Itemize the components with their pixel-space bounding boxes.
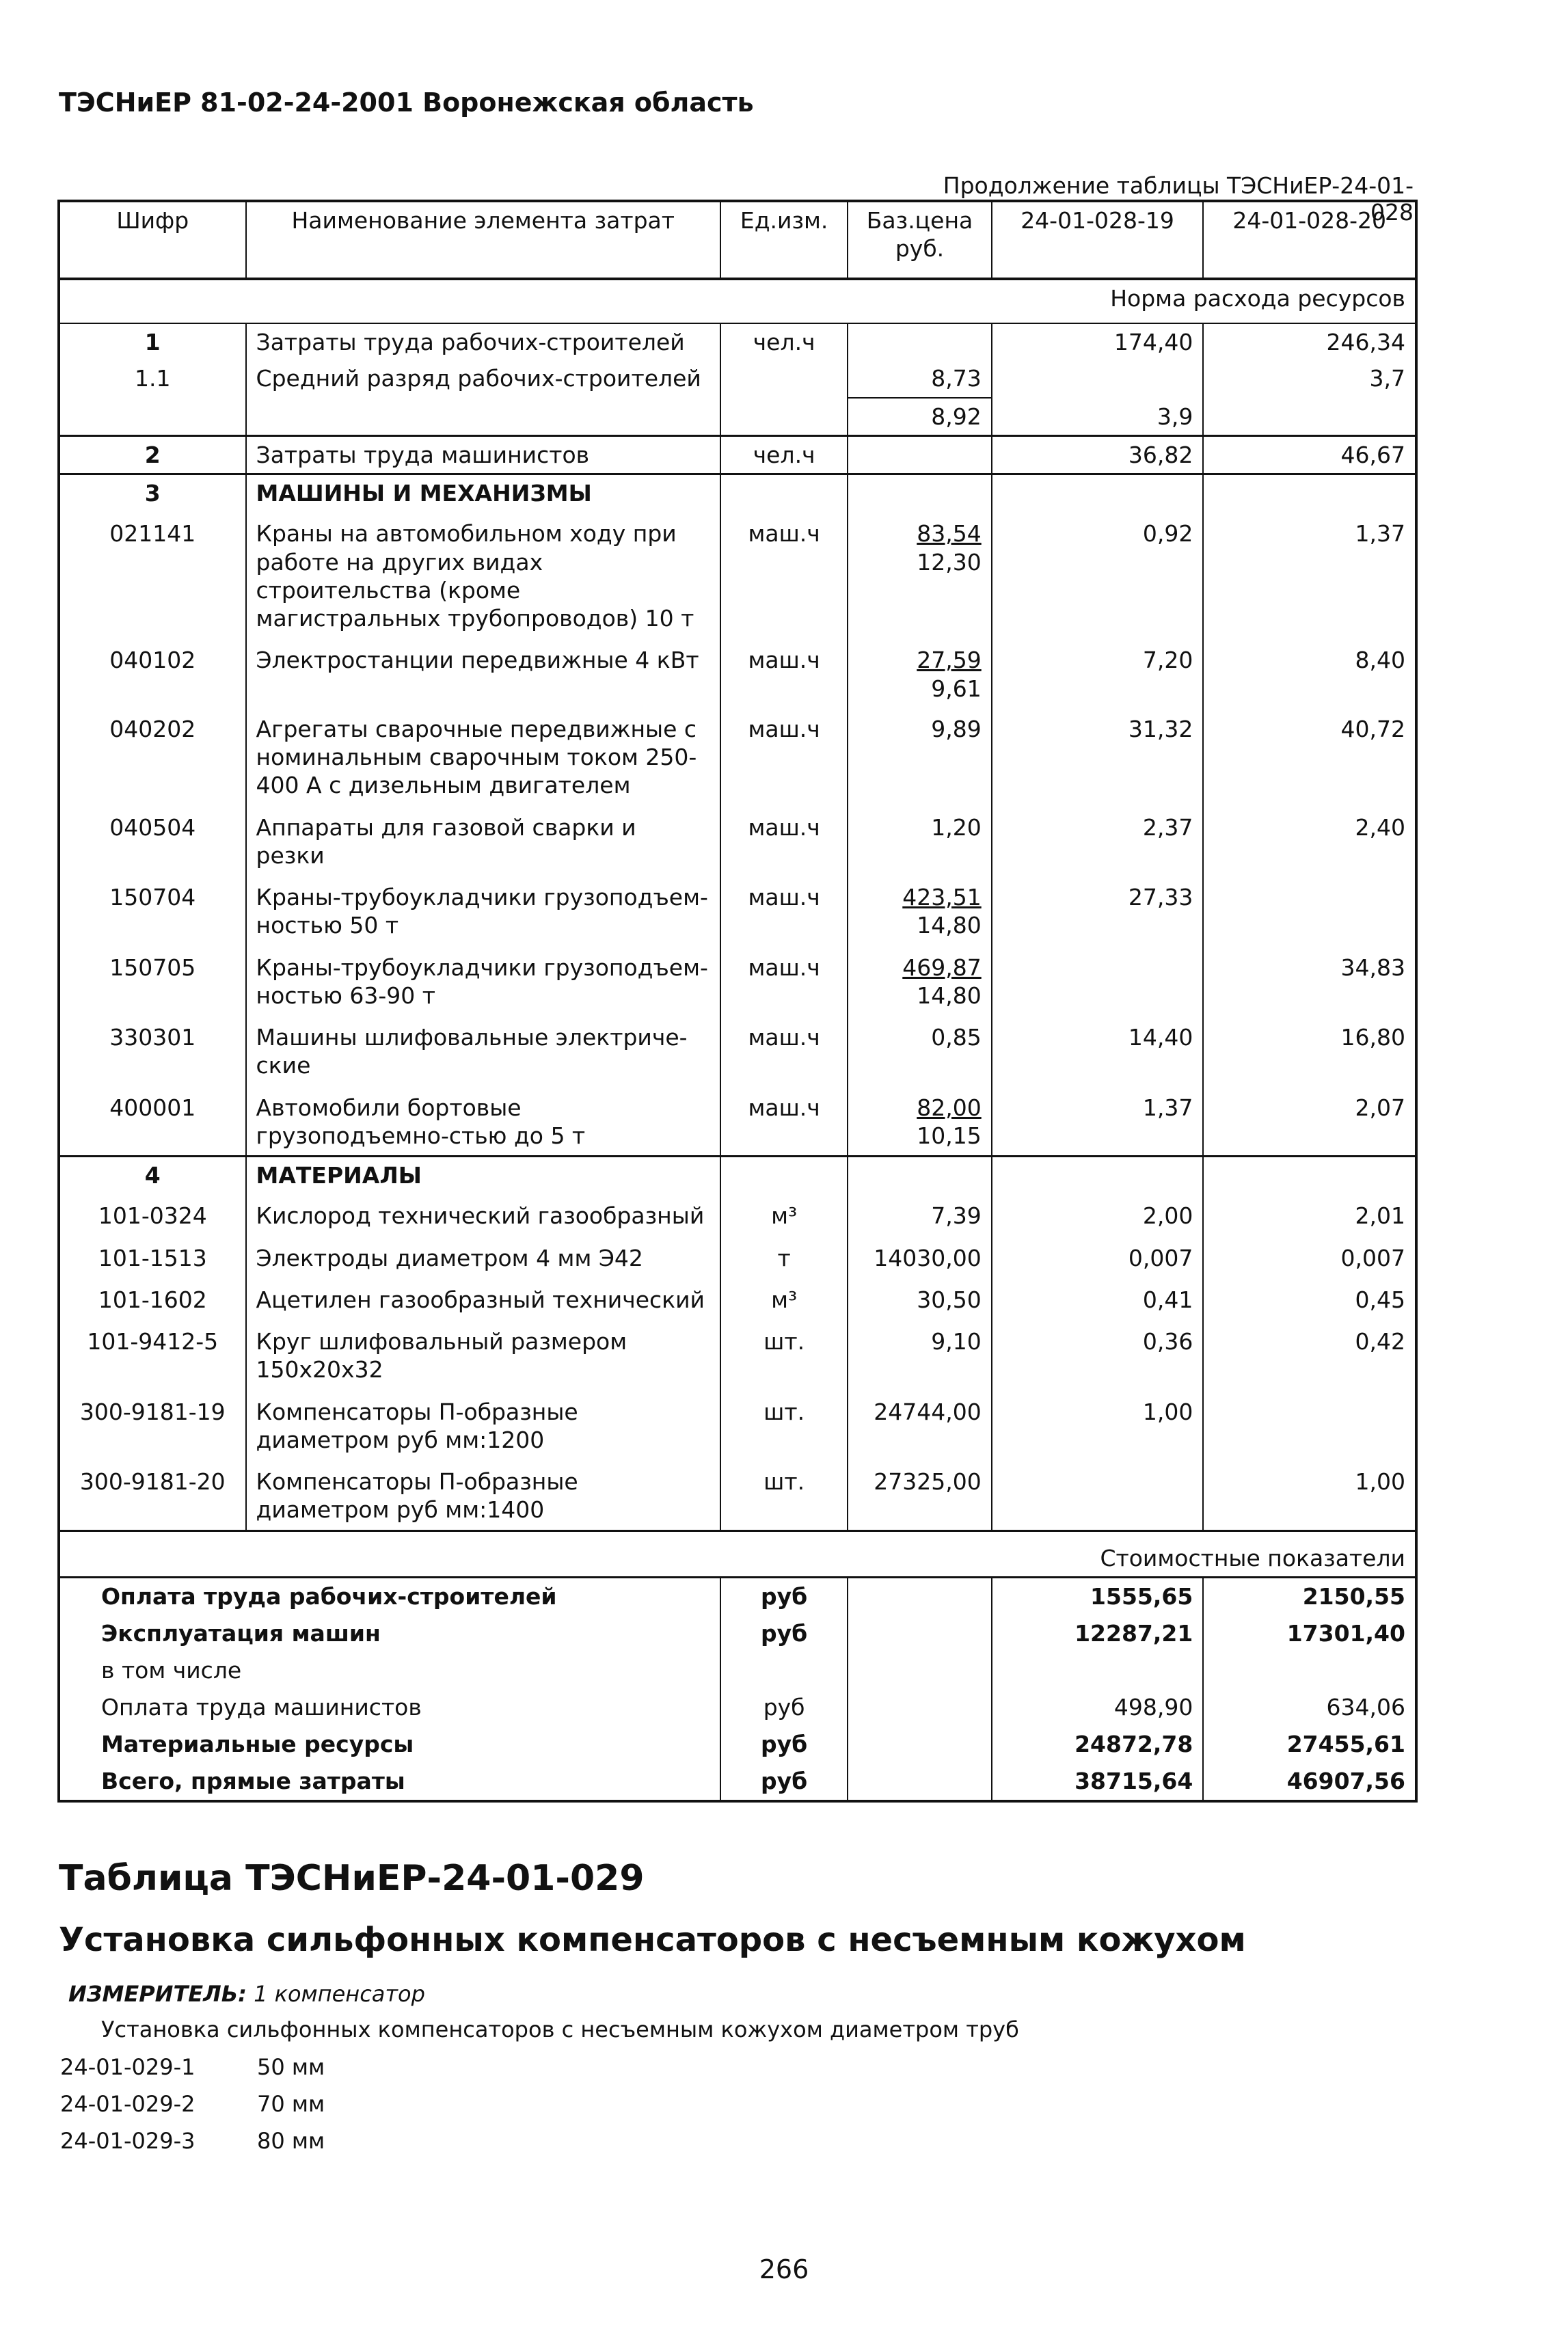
labor-unit: чел.ч bbox=[720, 323, 848, 360]
total-row bbox=[59, 1577, 1416, 1615]
machine-price-bottom: 12,30 bbox=[917, 548, 982, 576]
machine-row bbox=[59, 1085, 1416, 1157]
total-value-20 bbox=[1203, 1652, 1416, 1689]
machine-name: Электростанции передвижные 4 кВт bbox=[246, 638, 720, 707]
labor-grade-code: 1.1 bbox=[135, 365, 171, 392]
machine-price-bottom: 10,15 bbox=[917, 1122, 982, 1149]
machine-name: Краны на автомобильном ходу при работе на других видах строительства (кроме магистральных трубопроводов) 10 т bbox=[246, 511, 720, 638]
document-header: ТЭСНиЕР 81-02-24-2001 Воронежская область bbox=[59, 87, 754, 118]
machine-unit: маш.ч bbox=[720, 707, 848, 805]
total-unit: руб bbox=[720, 1615, 848, 1652]
material-price: 9,10 bbox=[848, 1319, 991, 1390]
item-value: 50 мм bbox=[257, 2054, 325, 2080]
header-code: Шифр bbox=[59, 201, 246, 279]
material-unit: м³ bbox=[720, 1193, 848, 1235]
operators-value-19: 36,82 bbox=[992, 435, 1204, 474]
labor-row bbox=[59, 323, 1416, 360]
machine-name: Агрегаты сварочные передвижные с номинальным сварочным током 250-400 А с дизельным двигателем bbox=[246, 707, 720, 805]
machine-price bbox=[848, 805, 991, 876]
labor-value-19: 174,40 bbox=[992, 323, 1204, 360]
machine-value-19: 27,33 bbox=[992, 875, 1204, 945]
material-price: 24744,00 bbox=[848, 1390, 991, 1460]
item-value: 80 мм bbox=[257, 2128, 325, 2154]
total-unit: руб bbox=[720, 1689, 848, 1726]
undefined bbox=[848, 1763, 991, 1801]
machine-price-top: 423,51 bbox=[902, 884, 982, 910]
operators-name: Затраты труда машинистов bbox=[246, 435, 720, 474]
labor-name: Затраты труда рабочих-строителей bbox=[246, 323, 720, 360]
machine-code: 330301 bbox=[109, 1024, 196, 1051]
material-price: 27325,00 bbox=[848, 1459, 991, 1530]
machine-unit: маш.ч bbox=[720, 805, 848, 876]
header-name: Наименование элемента затрат bbox=[246, 201, 720, 279]
machine-price bbox=[848, 1085, 991, 1157]
machine-value-20: 34,83 bbox=[1203, 945, 1416, 1016]
machine-value-19: 0,92 bbox=[992, 511, 1204, 638]
total-value-20: 46907,56 bbox=[1203, 1763, 1416, 1801]
machine-price-top: 1,20 bbox=[931, 813, 982, 841]
item-code: 24-01-029-3 bbox=[60, 2128, 195, 2154]
machine-code: 040102 bbox=[109, 647, 196, 674]
machine-value-20: 2,40 bbox=[1203, 805, 1416, 876]
material-value-20: 2,01 bbox=[1203, 1193, 1416, 1235]
labor-value-20: 246,34 bbox=[1203, 323, 1416, 360]
material-value-19: 0,41 bbox=[992, 1278, 1204, 1319]
total-value-19: 1555,65 bbox=[992, 1577, 1204, 1615]
total-label: Оплата труда рабочих-строителей bbox=[101, 1582, 557, 1610]
machine-code: 150704 bbox=[109, 884, 196, 910]
total-label: в том числе bbox=[101, 1656, 242, 1684]
next-table-item bbox=[60, 2054, 325, 2091]
material-unit: шт. bbox=[720, 1390, 848, 1460]
material-price: 14030,00 bbox=[848, 1236, 991, 1278]
material-value-19: 2,00 bbox=[992, 1193, 1204, 1235]
total-label: Всего, прямые затраты bbox=[101, 1767, 405, 1794]
machine-value-20: 1,37 bbox=[1203, 511, 1416, 638]
machine-value-19: 2,37 bbox=[992, 805, 1204, 876]
machine-price-top: 27,59 bbox=[917, 647, 982, 674]
material-price: 7,39 bbox=[848, 1193, 991, 1235]
machine-row bbox=[59, 805, 1416, 876]
material-code: 101-1513 bbox=[98, 1244, 207, 1271]
material-value-19 bbox=[992, 1459, 1204, 1530]
machine-row bbox=[59, 875, 1416, 945]
labor-grade-name: Средний разряд рабочих-строителей bbox=[246, 360, 720, 435]
machine-row bbox=[59, 511, 1416, 638]
total-row bbox=[59, 1652, 1416, 1689]
resource-norms-table bbox=[57, 200, 1418, 1803]
material-name: Ацетилен газообразный технический bbox=[246, 1278, 720, 1319]
machine-price-bottom: 9,61 bbox=[931, 675, 982, 702]
labor-grade-row bbox=[59, 360, 1416, 435]
operators-code: 2 bbox=[59, 435, 246, 474]
labor-grade-value-20: 3,7 bbox=[1203, 360, 1416, 435]
undefined bbox=[848, 1689, 991, 1726]
table-continuation-label: Продолжение таблицы ТЭСНиЕР-24-01-028 bbox=[943, 172, 1414, 226]
total-unit: руб bbox=[720, 1726, 848, 1763]
item-code: 24-01-029-1 bbox=[60, 2054, 195, 2080]
total-label: Оплата труда машинистов bbox=[101, 1693, 422, 1720]
machine-price-top: 83,54 bbox=[917, 520, 982, 548]
material-code: 300-9181-20 bbox=[79, 1468, 226, 1495]
total-value-19: 12287,21 bbox=[992, 1615, 1204, 1652]
total-label: Материальные ресурсы bbox=[101, 1730, 414, 1757]
machine-row bbox=[59, 945, 1416, 1016]
materials-section-row bbox=[59, 1157, 1416, 1194]
material-price: 30,50 bbox=[848, 1278, 991, 1319]
machine-price bbox=[848, 1015, 991, 1085]
operators-value-20: 46,67 bbox=[1203, 435, 1416, 474]
next-table-subtitle: Установка сильфонных компенсаторов с несъемным кожухом bbox=[59, 1921, 1246, 1959]
machine-unit: маш.ч bbox=[720, 638, 848, 707]
machine-unit: маш.ч bbox=[720, 1085, 848, 1157]
labor-code: 1 bbox=[144, 329, 161, 355]
machine-code: 400001 bbox=[109, 1094, 196, 1121]
machine-price bbox=[848, 707, 991, 805]
material-row bbox=[59, 1236, 1416, 1278]
total-row bbox=[59, 1689, 1416, 1726]
undefined bbox=[848, 1615, 991, 1652]
total-row bbox=[59, 1615, 1416, 1652]
material-unit: м³ bbox=[720, 1278, 848, 1319]
machine-code: 040202 bbox=[109, 715, 196, 742]
machine-value-20: 8,40 bbox=[1203, 638, 1416, 707]
machine-price-bottom: 14,80 bbox=[917, 912, 982, 939]
material-name: Компенсаторы П-образные диаметром руб мм:1400 bbox=[246, 1459, 720, 1530]
machine-value-19 bbox=[992, 945, 1204, 1016]
page-number: 266 bbox=[759, 2254, 809, 2284]
material-name: Компенсаторы П-образные диаметром руб мм:1200 bbox=[246, 1390, 720, 1460]
grade-price-1: 8,73 bbox=[931, 365, 982, 392]
machine-unit: маш.ч bbox=[720, 875, 848, 945]
total-value-19 bbox=[992, 1652, 1204, 1689]
machine-price bbox=[848, 511, 991, 638]
machines-section-code: 3 bbox=[59, 474, 246, 512]
machine-price-top: 9,89 bbox=[931, 715, 982, 742]
total-unit bbox=[720, 1652, 848, 1689]
norm-caption-row bbox=[59, 279, 1416, 323]
material-row bbox=[59, 1390, 1416, 1460]
table-body bbox=[59, 201, 1416, 1801]
material-row bbox=[59, 1278, 1416, 1319]
total-value-20: 27455,61 bbox=[1203, 1726, 1416, 1763]
header-col-19: 24-01-028-19 bbox=[992, 201, 1204, 279]
material-code: 101-1602 bbox=[98, 1286, 207, 1313]
machine-code: 150705 bbox=[109, 954, 196, 981]
labor-grade-price bbox=[848, 360, 991, 435]
cost-caption: Стоимостные показатели bbox=[59, 1530, 1416, 1577]
machine-row bbox=[59, 1015, 1416, 1085]
total-unit: руб bbox=[720, 1577, 848, 1615]
machine-price-top: 82,00 bbox=[917, 1094, 982, 1121]
material-value-19: 0,007 bbox=[992, 1236, 1204, 1278]
material-name: Кислород технический газообразный bbox=[246, 1193, 720, 1235]
machine-price bbox=[848, 638, 991, 707]
machine-name: Машины шлифовальные электриче-ские bbox=[246, 1015, 720, 1085]
machines-section-row bbox=[59, 474, 1416, 512]
grade-price-2: 8,92 bbox=[848, 397, 990, 431]
machine-value-19: 1,37 bbox=[992, 1085, 1204, 1157]
material-value-20 bbox=[1203, 1390, 1416, 1460]
total-value-20: 17301,40 bbox=[1203, 1615, 1416, 1652]
operators-row bbox=[59, 435, 1416, 474]
next-table-description: Установка сильфонных компенсаторов с несъемным кожухом диаметром труб bbox=[101, 2016, 1019, 2042]
material-code: 101-9412-5 bbox=[87, 1328, 219, 1355]
material-row bbox=[59, 1459, 1416, 1530]
machine-unit: маш.ч bbox=[720, 945, 848, 1016]
measure-label: ИЗМЕРИТЕЛЬ: bbox=[68, 1981, 247, 2007]
total-value-20: 2150,55 bbox=[1203, 1577, 1416, 1615]
undefined bbox=[848, 1652, 991, 1689]
machine-value-20: 40,72 bbox=[1203, 707, 1416, 805]
machine-value-19: 7,20 bbox=[992, 638, 1204, 707]
next-table-item bbox=[60, 2128, 325, 2165]
next-table-item bbox=[60, 2091, 325, 2128]
undefined bbox=[848, 1726, 991, 1763]
material-value-20: 0,42 bbox=[1203, 1319, 1416, 1390]
operators-unit: чел.ч bbox=[720, 435, 848, 474]
total-unit: руб bbox=[720, 1763, 848, 1801]
total-value-20: 634,06 bbox=[1203, 1689, 1416, 1726]
next-table-title: Таблица ТЭСНиЕР-24-01-029 bbox=[59, 1858, 645, 1899]
material-value-20: 0,007 bbox=[1203, 1236, 1416, 1278]
material-unit: т bbox=[720, 1236, 848, 1278]
measure-value: 1 компенсатор bbox=[254, 1981, 425, 2007]
machine-price-top: 0,85 bbox=[931, 1024, 982, 1051]
material-code: 101-0324 bbox=[98, 1202, 207, 1230]
material-name: Электроды диаметром 4 мм Э42 bbox=[246, 1236, 720, 1278]
machine-name: Автомобили бортовые грузоподъемно-стью до 5 т bbox=[246, 1085, 720, 1157]
materials-section-title: МАТЕРИАЛЫ bbox=[246, 1157, 720, 1194]
next-table-items bbox=[60, 2054, 325, 2165]
material-value-20: 1,00 bbox=[1203, 1459, 1416, 1530]
header-price: Баз.цена руб. bbox=[848, 201, 991, 279]
total-value-19: 498,90 bbox=[992, 1689, 1204, 1726]
item-code: 24-01-029-2 bbox=[60, 2091, 195, 2117]
material-code: 300-9181-19 bbox=[79, 1398, 226, 1425]
total-row bbox=[59, 1726, 1416, 1763]
undefined bbox=[848, 1577, 991, 1615]
material-unit: шт. bbox=[720, 1459, 848, 1530]
machine-value-20 bbox=[1203, 875, 1416, 945]
machine-code: 021141 bbox=[109, 520, 196, 548]
machine-code: 040504 bbox=[109, 813, 196, 841]
material-unit: шт. bbox=[720, 1319, 848, 1390]
machine-value-20: 2,07 bbox=[1203, 1085, 1416, 1157]
header-col-20: 24-01-028-20 bbox=[1203, 201, 1416, 279]
machine-value-20: 16,80 bbox=[1203, 1015, 1416, 1085]
machine-unit: маш.ч bbox=[720, 511, 848, 638]
machine-name: Краны-трубоукладчики грузоподъем-ностью 50 т bbox=[246, 875, 720, 945]
machine-price bbox=[848, 945, 991, 1016]
machines-section-title: МАШИНЫ И МЕХАНИЗМЫ bbox=[246, 474, 720, 512]
machine-name: Аппараты для газовой сварки и резки bbox=[246, 805, 720, 876]
machine-value-19: 31,32 bbox=[992, 707, 1204, 805]
machine-unit: маш.ч bbox=[720, 1015, 848, 1085]
machine-price bbox=[848, 875, 991, 945]
material-row bbox=[59, 1319, 1416, 1390]
material-value-19: 0,36 bbox=[992, 1319, 1204, 1390]
total-row bbox=[59, 1763, 1416, 1801]
total-value-19: 24872,78 bbox=[992, 1726, 1204, 1763]
material-value-20: 0,45 bbox=[1203, 1278, 1416, 1319]
machine-value-19: 14,40 bbox=[992, 1015, 1204, 1085]
material-value-19: 1,00 bbox=[992, 1390, 1204, 1460]
item-value: 70 мм bbox=[257, 2091, 325, 2117]
labor-grade-value-19: 3,9 bbox=[992, 360, 1204, 435]
machine-name: Краны-трубоукладчики грузоподъем-ностью 63-90 т bbox=[246, 945, 720, 1016]
total-value-19: 38715,64 bbox=[992, 1763, 1204, 1801]
header-unit: Ед.изм. bbox=[720, 201, 848, 279]
table-header-row bbox=[59, 201, 1416, 279]
material-name: Круг шлифовальный размером 150х20х32 bbox=[246, 1319, 720, 1390]
machine-price-bottom: 14,80 bbox=[917, 982, 982, 1009]
materials-section-code: 4 bbox=[59, 1157, 246, 1194]
cost-caption-row bbox=[59, 1530, 1416, 1577]
machine-row bbox=[59, 638, 1416, 707]
machine-row bbox=[59, 707, 1416, 805]
material-row bbox=[59, 1193, 1416, 1235]
measure-line bbox=[68, 1981, 425, 2007]
total-label: Эксплуатация машин bbox=[101, 1619, 381, 1647]
machine-price-top: 469,87 bbox=[902, 954, 982, 981]
norm-caption: Норма расхода ресурсов bbox=[59, 279, 1416, 323]
